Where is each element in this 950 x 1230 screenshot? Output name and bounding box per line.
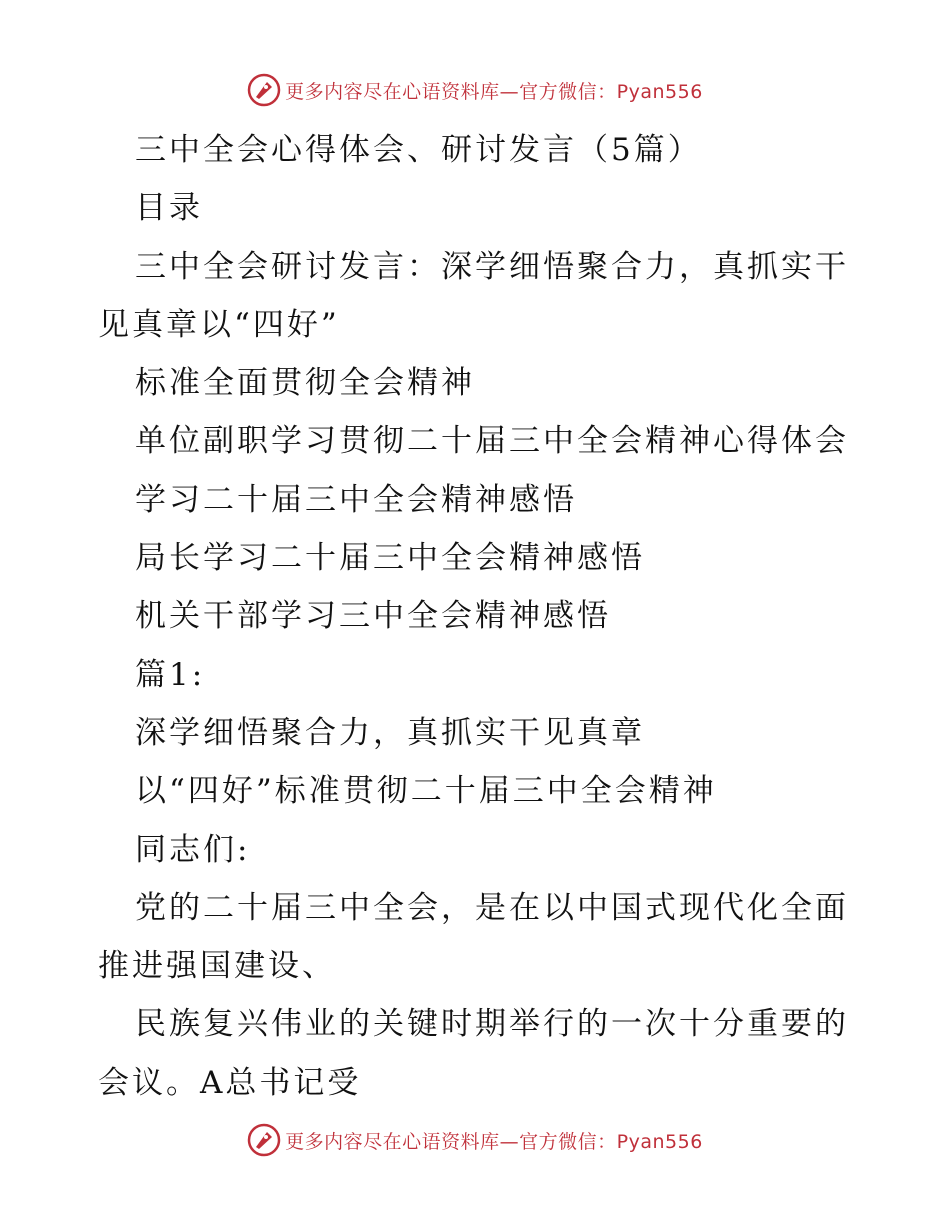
text-line: 推进强国建设、: [98, 948, 336, 985]
watermark-text: 更多内容尽在心语资料库—官方微信：Pyan556: [285, 1130, 703, 1153]
document-body: [98, 121, 858, 1112]
text-line: 标准全面贯彻全会精神: [135, 365, 475, 402]
pen-nib-logo-icon: [247, 73, 281, 107]
text-line: 深学细悟聚合力，真抓实干见真章: [135, 714, 645, 751]
text-line: 以“四好”标准贯彻二十届三中全会精神: [135, 773, 717, 810]
text-line: 局长学习二十届三中全会精神感悟: [135, 540, 645, 577]
watermark-text: 更多内容尽在心语资料库—官方微信：Pyan556: [285, 80, 703, 103]
text-line: 民族复兴伟业的关键时期举行的一次十分重要的: [135, 1006, 849, 1043]
footer-watermark: [0, 1120, 950, 1160]
text-line: 三中全会心得体会、研讨发言（5篇）: [135, 132, 702, 168]
text-line: 学习二十届三中全会精神感悟: [135, 481, 577, 518]
pen-nib-logo-icon: [247, 1123, 281, 1157]
text-line: 篇1:: [135, 656, 206, 693]
header-watermark: [0, 70, 950, 110]
text-line: 见真章以“四好”: [98, 306, 340, 343]
text-line: 机关干部学习三中全会精神感悟: [135, 598, 611, 635]
text-line: 三中全会研讨发言：深学细悟聚合力，真抓实干: [135, 248, 849, 285]
text-line: 同志们:: [135, 831, 251, 868]
text-line: 党的二十届三中全会，是在以中国式现代化全面: [135, 889, 849, 926]
text-line: 会议。A总书记受: [98, 1064, 362, 1101]
text-line: 目录: [135, 190, 203, 227]
text-line: 单位副职学习贯彻二十届三中全会精神心得体会: [135, 423, 849, 460]
